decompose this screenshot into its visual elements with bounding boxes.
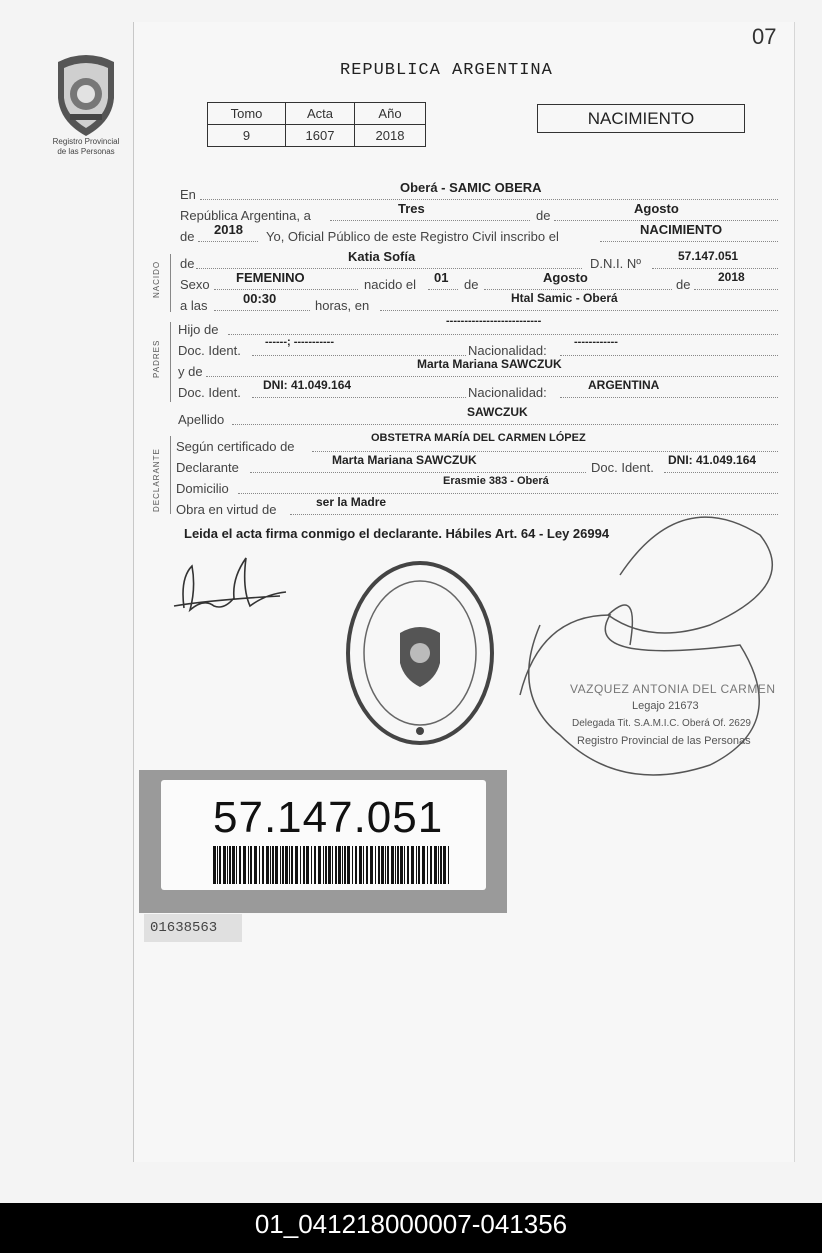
logo-caption-line2: de las Personas [57, 147, 115, 156]
barcode-bar [229, 846, 231, 884]
dotted-line [560, 397, 778, 398]
nac1-label: Nacionalidad: [468, 343, 547, 358]
tomo-value: 9 [208, 125, 286, 147]
barcode-bar [404, 846, 405, 884]
apellido-label: Apellido [178, 412, 225, 427]
horas-label: horas, en [315, 298, 370, 313]
dotted-line [312, 451, 778, 452]
logo-caption [38, 137, 134, 157]
official-text: Yo, Oficial Público de este Registro Civil inscribo el [266, 229, 559, 244]
register-table [207, 102, 426, 147]
nacido-el-label: nacido el [364, 277, 417, 292]
declarante-value: Marta Mariana SAWCZUK [332, 453, 477, 467]
barcode-bar [282, 846, 284, 884]
sexo-label: Sexo [180, 277, 210, 292]
barcode-bar [311, 846, 312, 884]
barcode-bar [434, 846, 437, 884]
decl-doc-value: DNI: 41.049.164 [668, 453, 757, 467]
declarant-signature [170, 548, 300, 638]
scan-id-footer: 01_041218000007-041356 [0, 1203, 822, 1253]
barcode-bar [391, 846, 394, 884]
birth-time-value: 00:30 [243, 291, 277, 306]
barcode-bar [395, 846, 396, 884]
domicilio-label: Domicilio [176, 481, 229, 496]
barcode-bar [270, 846, 271, 884]
barcode-bar [314, 846, 316, 884]
barcode-bar [318, 846, 321, 884]
mother-doc-value: DNI: 41.049.164 [263, 378, 352, 392]
dotted-line [250, 472, 586, 473]
barcode-bar [259, 846, 260, 884]
barcode-bar [363, 846, 364, 884]
alas-label: a las [180, 298, 208, 313]
barcode-bar [385, 846, 386, 884]
barcode-bar [352, 846, 353, 884]
barcode-bar [325, 846, 327, 884]
father-doc-value: ------; ----------- [265, 336, 334, 348]
barcode-bar [239, 846, 241, 884]
dotted-line [484, 289, 672, 290]
birth-year-value: 2018 [718, 270, 745, 284]
official-stamp-legajo: Legajo 21673 [632, 700, 699, 712]
barcode-bar [328, 846, 331, 884]
month-words-value: Agosto [634, 201, 679, 216]
barcode-bar [448, 846, 449, 884]
apellido-value: SAWCZUK [467, 405, 528, 419]
father-nationality-value: ------------ [574, 336, 618, 348]
barcode-bar [440, 846, 442, 884]
barcode-bar [275, 846, 278, 884]
registry-seal-stamp [340, 555, 502, 755]
barcode-bar [430, 846, 432, 884]
sticker-label-area [161, 780, 486, 890]
page-number: 07 [752, 24, 777, 49]
barcode-bar [427, 846, 428, 884]
dotted-line [252, 397, 466, 398]
barcode-bar [217, 846, 218, 884]
official-stamp-org: Registro Provincial de las Personas [577, 735, 751, 747]
barcode-bar [411, 846, 414, 884]
barcode-bar [303, 846, 305, 884]
dotted-line [214, 289, 358, 290]
dotted-line [232, 424, 778, 425]
birth-month-value: Agosto [543, 270, 588, 285]
barcode-bar [280, 846, 281, 884]
barcode-bar [250, 846, 252, 884]
dotted-line [554, 220, 778, 221]
barcode-bar [323, 846, 324, 884]
barcode-bar [213, 846, 216, 884]
republica-label: República Argentina, a [180, 208, 311, 223]
barcode-bar [443, 846, 446, 884]
dotted-line [238, 493, 778, 494]
official-stamp-name: VAZQUEZ ANTONIA DEL CARMEN [570, 682, 776, 696]
barcode-bar [223, 846, 226, 884]
year-value: 2018 [214, 222, 243, 237]
barcode-bar [236, 846, 237, 884]
barcode-bar [438, 846, 439, 884]
dotted-line [428, 289, 458, 290]
anio-value: 2018 [355, 125, 426, 147]
dotted-line [196, 268, 582, 269]
dni-value: 57.147.051 [678, 249, 739, 263]
barcode-bar [370, 846, 373, 884]
y-de-label: y de [178, 364, 203, 379]
serial-number: 01638563 [144, 914, 242, 942]
hijo-label: Hijo de [178, 322, 219, 337]
barcode-bar [400, 846, 403, 884]
father-name-value: -------------------------- [446, 315, 542, 327]
barcode-bar [338, 846, 341, 884]
barcode-bar [248, 846, 249, 884]
barcode-bar [306, 846, 309, 884]
barcode-bar [397, 846, 399, 884]
day-words-value: Tres [398, 201, 425, 216]
nacido-de3-label: de [676, 277, 691, 292]
barcode-bar [291, 846, 293, 884]
sticker-number: 57.147.051 [213, 793, 444, 842]
barcode-bar [416, 846, 417, 884]
mother-nationality-value: ARGENTINA [588, 378, 660, 392]
barcode-bar [344, 846, 346, 884]
dotted-line [560, 355, 778, 356]
en-value: Oberá - SAMIC OBERA [400, 180, 542, 195]
barcode-bar [266, 846, 269, 884]
official-stamp-role: Delegada Tit. S.A.M.I.C. Oberá Of. 2629 [572, 718, 751, 729]
barcode-bar [418, 846, 420, 884]
dni-label: D.N.I. Nº [590, 256, 641, 271]
logo-caption-line1: Registro Provincial [52, 137, 120, 146]
domicilio-value: Erasmie 383 - Oberá [443, 475, 549, 487]
de2-label: de [180, 229, 195, 244]
barcode-bar [262, 846, 264, 884]
section-divider [170, 254, 171, 312]
barcode-bar [335, 846, 337, 884]
barcode-bar [285, 846, 288, 884]
dotted-line [198, 241, 258, 242]
doc1-label: Doc. Ident. [178, 343, 241, 358]
dotted-line [664, 472, 778, 473]
cert-label: Según certificado de [176, 439, 295, 454]
section-divider [170, 322, 171, 402]
doc2-label: Doc. Ident. [178, 385, 241, 400]
barcode-bar [289, 846, 290, 884]
barcode-bar [227, 846, 228, 884]
dotted-line [380, 310, 778, 311]
dotted-line [206, 376, 778, 377]
anio-header: Año [355, 103, 426, 125]
barcode-bar [342, 846, 343, 884]
nacido-section-label: NACIDO [152, 260, 161, 298]
barcode-bar [378, 846, 380, 884]
barcode [213, 846, 453, 884]
dotted-line [228, 334, 778, 335]
mother-name-value: Marta Mariana SAWCZUK [417, 357, 562, 371]
decl-doc-label: Doc. Ident. [591, 460, 654, 475]
barcode-bar [366, 846, 368, 884]
birth-place-value: Htal Samic - Oberá [511, 291, 618, 305]
barcode-bar [295, 846, 298, 884]
document-title: REPUBLICA ARGENTINA [340, 61, 553, 80]
nacido-de-label: de [180, 256, 195, 271]
barcode-bar [243, 846, 246, 884]
barcode-bar [232, 846, 235, 884]
section-divider [170, 436, 171, 514]
barcode-bar [272, 846, 274, 884]
barcode-bar [219, 846, 221, 884]
barcode-bar [332, 846, 333, 884]
closing-statement: Leida el acta firma conmigo el declarante. Hábiles Art. 64 - Ley 26994 [184, 526, 610, 541]
barcode-bar [407, 846, 409, 884]
nacido-de2-label: de [464, 277, 479, 292]
dotted-line [330, 220, 530, 221]
birth-day-value: 01 [434, 270, 449, 285]
dotted-line [600, 241, 778, 242]
en-label: En [180, 187, 196, 202]
declarante-section-label: DECLARANTE [152, 448, 161, 512]
dotted-line [652, 268, 778, 269]
barcode-bar [422, 846, 425, 884]
dotted-line [214, 310, 310, 311]
barcode-bar [359, 846, 362, 884]
barcode-bar [254, 846, 257, 884]
record-type-box: NACIMIENTO [537, 104, 745, 133]
child-name-value: Katia Sofía [348, 249, 416, 264]
dotted-line [200, 199, 778, 200]
barcode-bar [355, 846, 357, 884]
cert-value: OBSTETRA MARÍA DEL CARMEN LÓPEZ [371, 432, 586, 444]
inscribe-value: NACIMIENTO [640, 222, 723, 237]
barcode-bar [300, 846, 301, 884]
provincial-coat-of-arms-logo [50, 52, 122, 138]
acta-value: 1607 [286, 125, 355, 147]
obra-label: Obra en virtud de [176, 502, 277, 517]
barcode-bar [387, 846, 389, 884]
barcode-sticker [139, 770, 507, 913]
de-label: de [536, 208, 551, 223]
declarante-label: Declarante [176, 460, 239, 475]
barcode-bar [375, 846, 376, 884]
obra-value: ser la Madre [316, 495, 387, 509]
dotted-line [252, 355, 466, 356]
nac2-label: Nacionalidad: [468, 385, 547, 400]
tomo-header: Tomo [208, 103, 286, 125]
dotted-line [694, 289, 778, 290]
padres-section-label: PADRES [152, 339, 161, 378]
barcode-bar [381, 846, 384, 884]
sexo-value: FEMENINO [236, 270, 305, 285]
barcode-bar [347, 846, 350, 884]
acta-header: Acta [286, 103, 355, 125]
